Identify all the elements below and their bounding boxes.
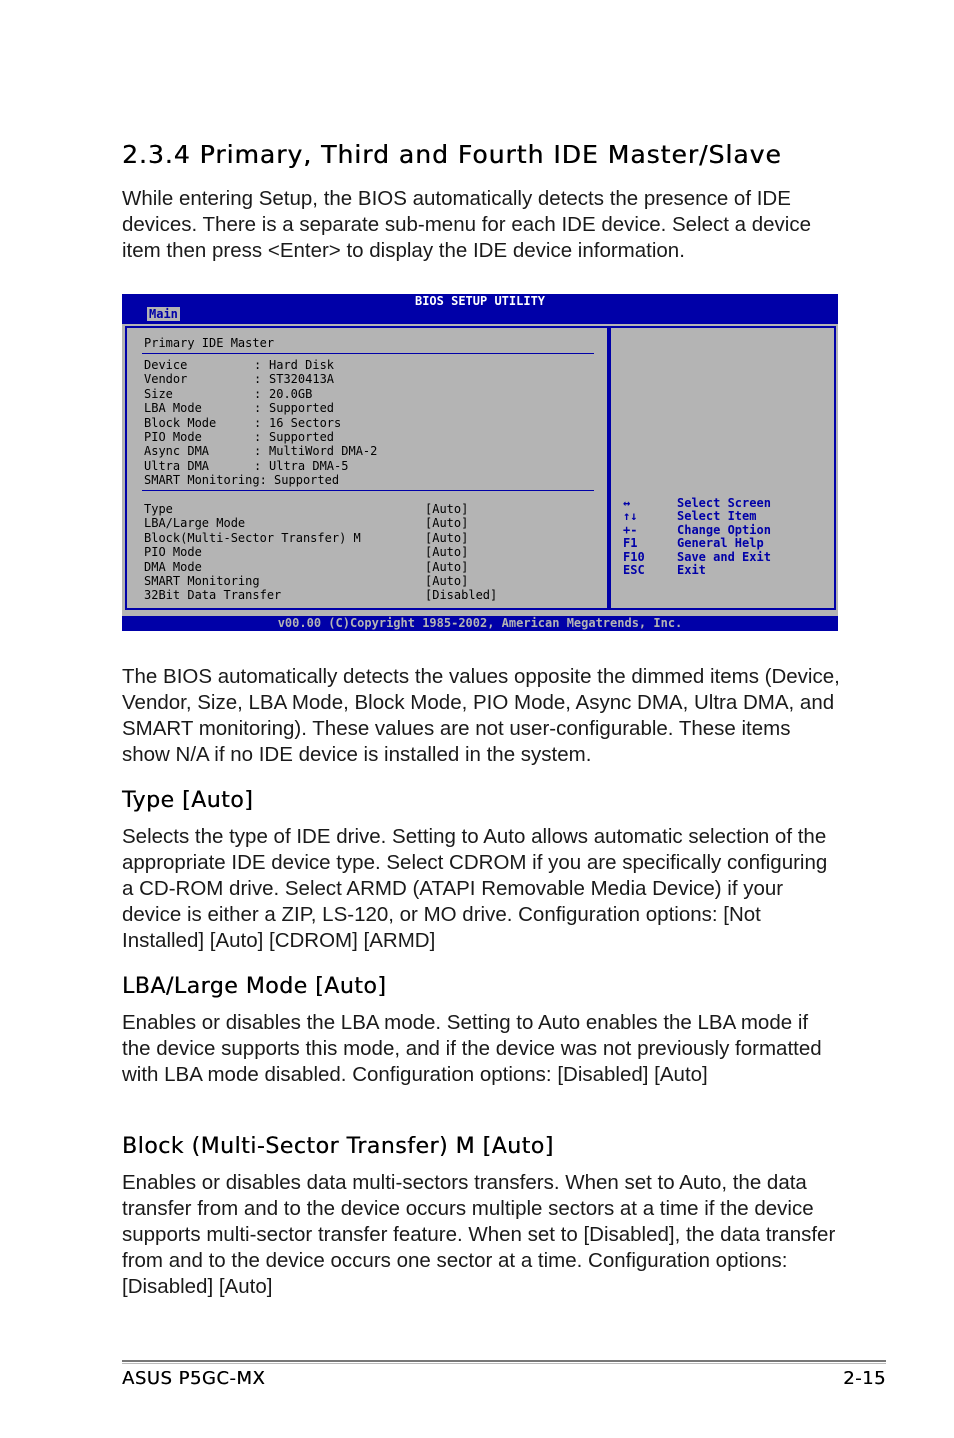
bios-help-text: Exit (677, 563, 706, 577)
bios-help-text: Change Option (677, 522, 771, 537)
bios-setting-value[interactable]: [Auto] (425, 502, 469, 516)
bios-title-bar (122, 294, 838, 324)
bios-title: BIOS SETUP UTILITY (414, 294, 546, 308)
bios-info-label: LBA Mode (144, 401, 202, 416)
block-paragraph: Enables or disables data multi-sectors transfers. When set to Auto, the data transfer from and to the device occurs multiple sectors at a time if the device supports multi-sector transfer feature. When set to [Disabled], the data transfer from and to the device occurs one sector at a time. Configuration options: [Disabled] [Auto] (122, 1171, 836, 1298)
bios-setting-value[interactable]: [Disabled] (425, 588, 498, 603)
bios-screenshot (122, 294, 838, 631)
bios-setting-label[interactable]: DMA Mode (144, 559, 202, 574)
bios-body (122, 324, 838, 616)
detect-paragraph: The BIOS automatically detects the values opposite the dimmed items (Device, Vendor, Size, LBA Mode, Block Mode, PIO Mode, Async DMA, Ultra DMA, and SMART monitoring). These values are not user-configurable. These items show N/A if no IDE device is installed in the system. (122, 665, 840, 766)
bios-info-colon: : (254, 444, 262, 459)
bios-setting-value[interactable]: [Auto] (425, 516, 469, 531)
bios-info-label: Vendor (144, 372, 188, 387)
bios-info-colon: : (254, 386, 262, 401)
bios-copyright: v00.00 (C)Copyright 1985-2002, American Megatrends, Inc. (277, 616, 683, 630)
bios-info-colon: : (254, 401, 262, 416)
block-heading: Block (Multi-Sector Transfer) M [Auto] (122, 1134, 554, 1159)
bios-help-key: ESC (623, 563, 645, 577)
type-heading: Type [Auto] (122, 788, 254, 813)
bios-divider-top (142, 353, 594, 354)
bios-info-value: MultiWord DMA-2 (269, 444, 378, 459)
bios-setting-label[interactable]: PIO Mode (144, 545, 202, 560)
bios-setting-label[interactable]: 32Bit Data Transfer (144, 588, 282, 603)
bios-info-value: ST320413A (269, 372, 335, 387)
bios-setting-value[interactable]: [Auto] (425, 545, 469, 560)
bios-setting-label[interactable]: Block(Multi-Sector Transfer) M (144, 530, 361, 545)
footer-page-number: 2-15 (843, 1368, 886, 1389)
bios-setting-label[interactable]: LBA/Large Mode (144, 516, 246, 531)
lba-paragraph: Enables or disables the LBA mode. Setting to Auto enables the LBA mode if the device supports this mode, and if the device was not previously formatted with LBA mode disabled. Configuration options: [Disabled] [Auto] (122, 1011, 822, 1086)
bios-info-value: 16 Sectors (269, 415, 342, 430)
footer-rule-thin (122, 1363, 886, 1364)
bios-setting-label[interactable]: Type (144, 502, 173, 516)
bios-tab-main[interactable]: Main (149, 307, 178, 321)
bios-info-label: Ultra DMA (144, 458, 210, 473)
bios-info-colon: : (254, 358, 262, 372)
type-paragraph: Selects the type of IDE drive. Setting to Auto allows automatic selection of the appropriate IDE device type. Select CDROM if you are specifically configuring a CD-ROM drive. Select ARMD (ATAPI Removable Media Device) if your device is either a ZIP, LS-120, or MO drive. Configuration options: [Not Installed] [Auto] [CDROM] [ARMD] (122, 825, 828, 952)
bios-info-colon: : (254, 415, 262, 430)
bios-info-label: Device (144, 358, 188, 372)
bios-info-value: Ultra DMA-5 (269, 458, 349, 473)
bios-setting-value[interactable]: [Auto] (425, 530, 469, 545)
bios-info-colon: : (254, 372, 262, 387)
bios-info-colon: : (254, 430, 262, 444)
intro-paragraph: While entering Setup, the BIOS automatically detects the presence of IDE devices. There is a separate sub-menu for each IDE device. Select a device item then press <Enter> to display the IDE device information. (122, 187, 812, 262)
bios-help-text: Select Screen (677, 496, 771, 510)
bios-info-value: Hard Disk (269, 358, 335, 372)
bios-smart-info: SMART Monitoring: Supported (144, 473, 340, 487)
bios-info-label: Block Mode (144, 415, 217, 430)
bios-divider-bottom (142, 490, 594, 491)
bios-info-label: Async DMA (144, 444, 210, 459)
bios-help-key: F1 (623, 536, 638, 551)
bios-info-value: 20.0GB (269, 386, 313, 401)
bios-help-key: ↔ (623, 496, 631, 510)
bios-help-key: F10 (623, 549, 645, 564)
lba-heading: LBA/Large Mode [Auto] (122, 974, 387, 999)
bios-info-label: PIO Mode (144, 430, 202, 444)
bios-panel-title: Primary IDE Master (144, 336, 275, 350)
bios-info-value: Supported (269, 430, 335, 444)
bios-setting-label[interactable]: SMART Monitoring (144, 574, 260, 588)
bios-setting-value[interactable]: [Auto] (425, 559, 469, 574)
bios-help-text: Save and Exit (677, 549, 771, 564)
bios-info-value: Supported (269, 401, 335, 416)
bios-help-text: General Help (677, 536, 764, 551)
bios-help-text: Select Item (677, 509, 757, 524)
section-heading: 2.3.4 Primary, Third and Fourth IDE Master/Slave (122, 140, 782, 169)
bios-help-key: ↑↓ (623, 509, 638, 524)
footer-rule (122, 1360, 886, 1362)
bios-status-bar (122, 616, 838, 631)
bios-info-label: Size (144, 386, 173, 401)
bios-setting-value[interactable]: [Auto] (425, 574, 469, 588)
bios-info-colon: : (254, 458, 262, 473)
footer-product: ASUS P5GC-MX (122, 1368, 266, 1389)
bios-help-key: +- (623, 522, 638, 537)
